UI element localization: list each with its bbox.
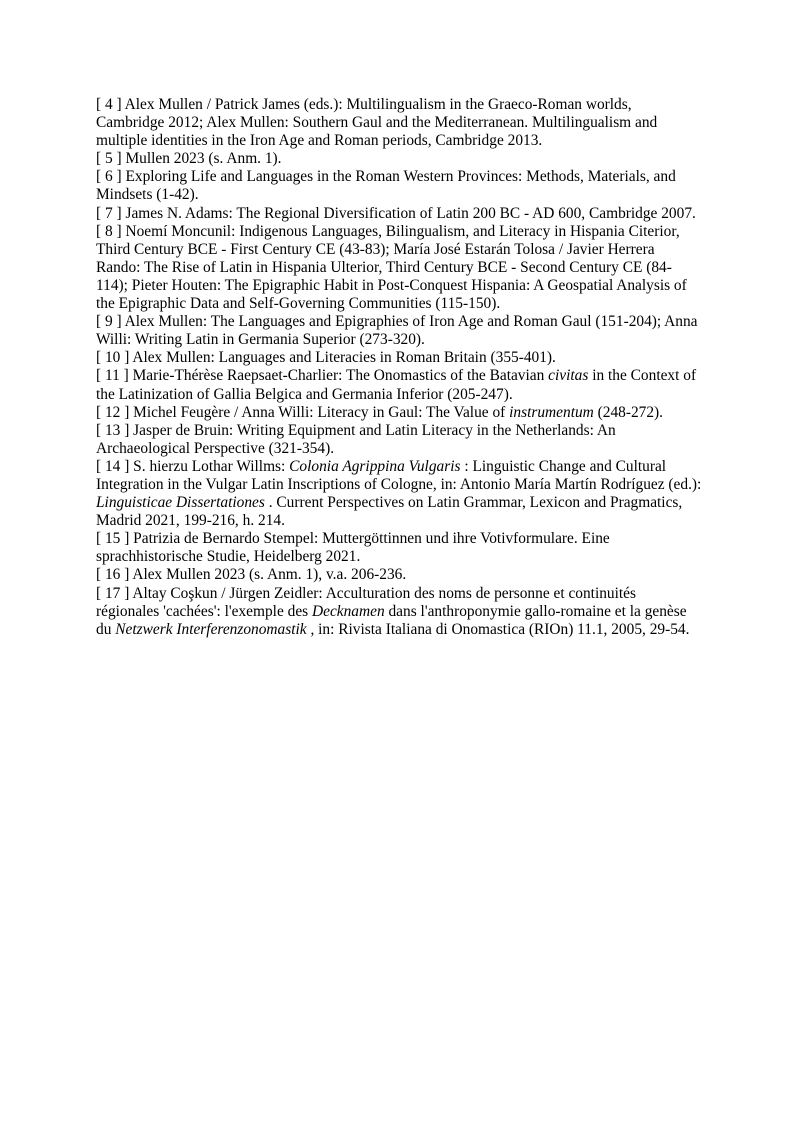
footnote-16: [ 16 ] Alex Mullen 2023 (s. Anm. 1), v.a. 206-236. <box>96 566 407 584</box>
footnote-4: [ 4 ] Alex Mullen / Patrick James (eds.): Multilingualism in the Graeco-Roman worlds, Cambridge 2012; Alex Mullen: Southern Gaul and the Mediterranean. Multilingualism and multiple identities in the Iron Age and Roman periods, Cambridge 2013. <box>96 96 658 150</box>
footnote-12: [ 12 ] Michel Feugère / Anna Willi: Literacy in Gaul: The Value of instrumentum (248-272). <box>96 403 664 421</box>
footnotes-block <box>96 96 702 639</box>
footnote-8: [ 8 ] Noemí Moncunil: Indigenous Languages, Bilingualism, and Literacy in Hispania Citerior, Third Century BCE - First Century CE (43-83); María José Estarán Tolosa / Javier Herrera Rando: The Rise of Latin in Hispania Ulterior, Third Century BCE - Second Century CE (84-114); Pieter Houten: The Epigraphic Habit in Post-Conquest Hispania: A Geospatial Analysis of the Epigraphic Data and Self-Governing Communities (115-150). <box>96 222 687 313</box>
footnote-5: [ 5 ] Mullen 2023 (s. Anm. 1). <box>96 150 282 168</box>
footnote-17: [ 17 ] Altay Coşkun / Jürgen Zeidler: Acculturation des noms de personne et continuités régionales 'cachées': l'exemple des Decknamen dans l'anthroponymie gallo-romaine et la genèse du Netzwerk Interferenzonomastik , in: Rivista Italiana di Onomastica (RIOn) 11.1, 2005, 29-54. <box>96 584 690 638</box>
footnote-14: [ 14 ] S. hierzu Lothar Willms: Colonia Agrippina Vulgaris : Linguistic Change and Cultural Integration in the Vulgar Latin Inscriptions of Cologne, in: Antonio María Martín Rodríguez (ed.): Linguisticae Dissertationes . Current Perspectives on Latin Grammar, Lexicon and Pragmatics, Madrid 2021, 199-216, h. 214. <box>96 457 702 530</box>
footnote-10: [ 10 ] Alex Mullen: Languages and Literacies in Roman Britain (355-401). <box>96 349 556 367</box>
footnote-6: [ 6 ] Exploring Life and Languages in the Roman Western Provinces: Methods, Materials, and Mindsets (1-42). <box>96 168 676 204</box>
footnote-13: [ 13 ] Jasper de Bruin: Writing Equipment and Latin Literacy in the Netherlands: An Archaeological Perspective (321-354). <box>96 421 616 457</box>
footnote-9: [ 9 ] Alex Mullen: The Languages and Epigraphies of Iron Age and Roman Gaul (151-204); Anna Willi: Writing Latin in Germania Superior (273-320). <box>96 313 698 349</box>
footnote-11: [ 11 ] Marie-Thérèse Raepsaet-Charlier: The Onomastics of the Batavian civitas in the Context of the Latinization of Gallia Belgica and Germania Inferior (205-247). <box>96 367 697 403</box>
footnote-15: [ 15 ] Patrizia de Bernardo Stempel: Muttergöttinnen und ihre Votivformulare. Eine sprachhistorische Studie, Heidelberg 2021. <box>96 530 610 566</box>
footnote-7: [ 7 ] James N. Adams: The Regional Diversification of Latin 200 BC - AD 600, Cambridge 2007. <box>96 204 696 222</box>
